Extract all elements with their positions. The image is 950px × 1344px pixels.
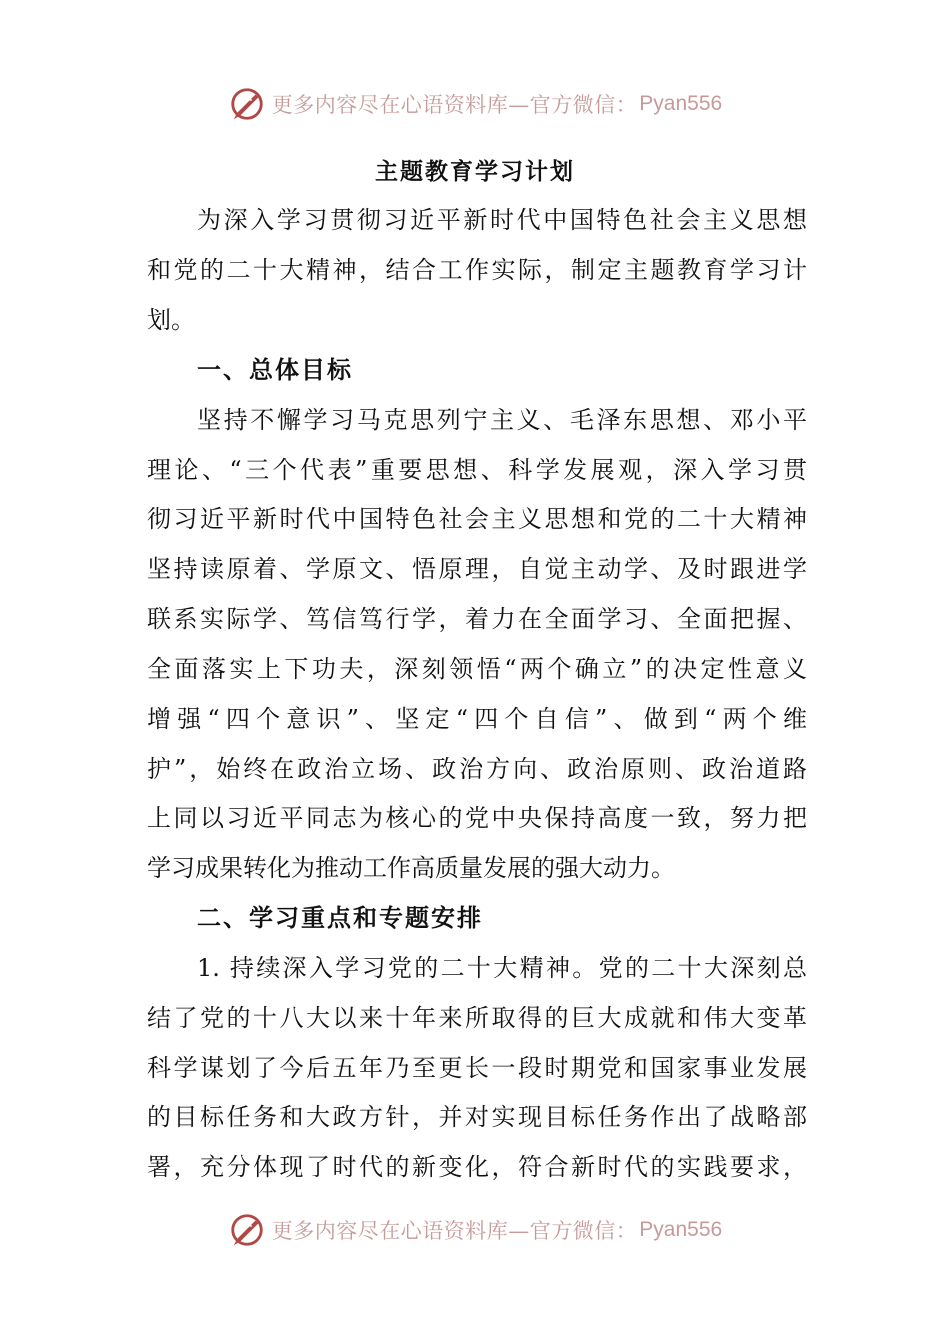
section-heading: 二、学习重点和专题安排 (197, 904, 483, 932)
paragraph-line: 为深入学习贯彻习近平新时代中国特色社会主义思想 (197, 206, 807, 234)
paragraph-line: 科学谋划了今后五年乃至更长一段时期党和国家事业发展 (147, 1054, 807, 1082)
watermark-banner-bottom (0, 1208, 950, 1252)
paragraph-line: 彻习近平新时代中国特色社会主义思想和党的二十大精神 (147, 505, 807, 533)
watermark-banner-top (0, 82, 950, 126)
paragraph-line: 全面落实上下功夫，深刻领悟“两个确立”的决定性意义 (147, 655, 807, 683)
paragraph-line: 联系实际学、笃信笃行学，着力在全面学习、全面把握、 (147, 605, 807, 633)
paragraph-line: 坚持读原着、学原文、悟原理，自觉主动学、及时跟进学 (147, 555, 807, 583)
paragraph-line: 护”，始终在政治立场、政治方向、政治原则、政治道路 (147, 755, 807, 783)
paragraph-line: 1. 持续深入学习党的二十大精神。党的二十大深刻总 (197, 954, 807, 982)
paragraph-line: 增强“四个意识”、坚定“四个自信”、做到“两个维 (147, 705, 807, 733)
paragraph-line: 坚持不懈学习马克思列宁主义、毛泽东思想、邓小平 (197, 406, 807, 434)
watermark-text: 更多内容尽在心语资料库—官方微信： (271, 1219, 638, 1243)
paragraph-line: 理论、“三个代表”重要思想、科学发展观，深入学习贯 (147, 456, 807, 484)
pen-logo-icon (228, 1211, 266, 1249)
paragraph-line: 的目标任务和大政方针，并对实现目标任务作出了战略部 (147, 1103, 807, 1131)
paragraph-line: 学习成果转化为推动工作高质量发展的强大动力。 (147, 854, 675, 882)
paragraph-line: 划。 (147, 306, 195, 334)
paragraph-line: 结了党的十八大以来十年来所取得的巨大成就和伟大变革 (147, 1004, 807, 1032)
pen-logo-icon (228, 85, 266, 123)
watermark-id: Pyan556 (639, 1218, 723, 1241)
watermark-text: 更多内容尽在心语资料库—官方微信： (271, 93, 638, 117)
paragraph-line: 和党的二十大精神，结合工作实际，制定主题教育学习计 (147, 256, 807, 284)
paragraph-line: 上同以习近平同志为核心的党中央保持高度一致，努力把 (147, 804, 807, 832)
document-title: 主题教育学习计划 (375, 159, 575, 185)
watermark-id: Pyan556 (639, 92, 723, 115)
section-heading: 一、总体目标 (197, 356, 353, 384)
paragraph-line: 署，充分体现了时代的新变化，符合新时代的实践要求， (147, 1153, 807, 1181)
